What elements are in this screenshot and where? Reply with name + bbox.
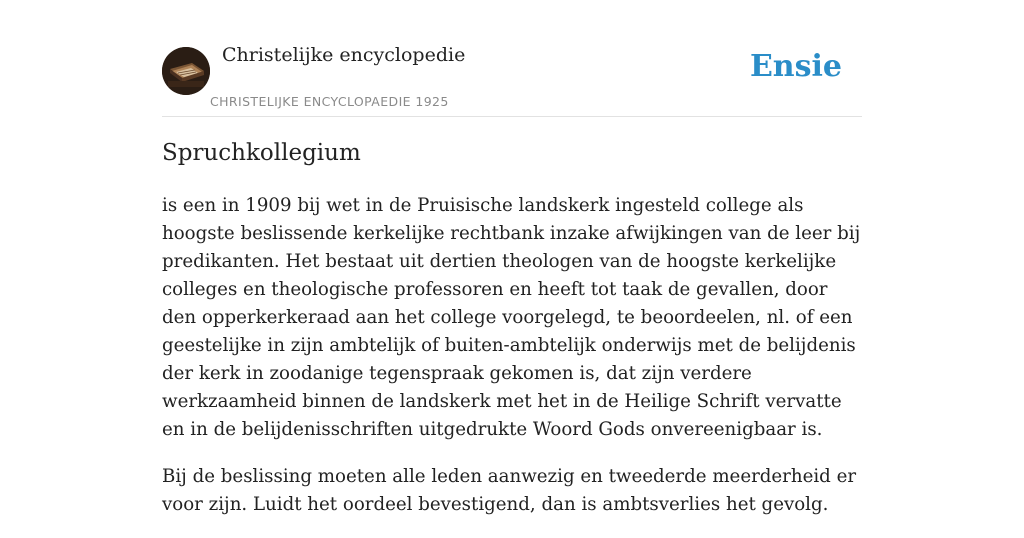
site-title[interactable]: Christelijke encyclopedie [222, 44, 466, 66]
ensie-logo[interactable]: Ensie [749, 49, 842, 84]
site-subtitle[interactable]: CHRISTELIJKE ENCYCLOPAEDIE 1925 [210, 94, 449, 109]
encyclopedia-avatar[interactable] [162, 47, 210, 95]
article-paragraph: Bij de beslissing moeten alle leden aanwezig en tweederde meerderheid er voor zijn. Luidt het oordeel bevestigend, dan is ambtsverlies het gevolg. [162, 466, 857, 515]
page [162, 0, 862, 515]
header [162, 0, 862, 117]
article-body [162, 192, 862, 538]
book-image-icon [162, 47, 210, 95]
article-paragraph: is een in 1909 bij wet in de Pruisische landskerk ingesteld college als hoogste beslissende kerkelijke rechtbank inzake afwijkingen van de leer bij predikanten. Het bestaat uit dertien theologen van de hoogste kerkelijke colleges en theologische professoren en heeft tot taak de gevallen, door den opperkerkeraad aan het college voorgelegd, te beoordeelen, nl. of een geestelijke in zijn ambtelijk of buiten-ambtelijk onderwijs met de belijdenis der kerk in zoodanige tegenspraak gekomen is, dat zijn verdere werkzaamheid binnen de landskerk met het in de Heilige Schrift vervatte en in de belijdenisschriften uitgedrukte Woord Gods onvereenigbaar is. [162, 195, 861, 440]
article-title: Spruchkollegium [162, 140, 361, 166]
